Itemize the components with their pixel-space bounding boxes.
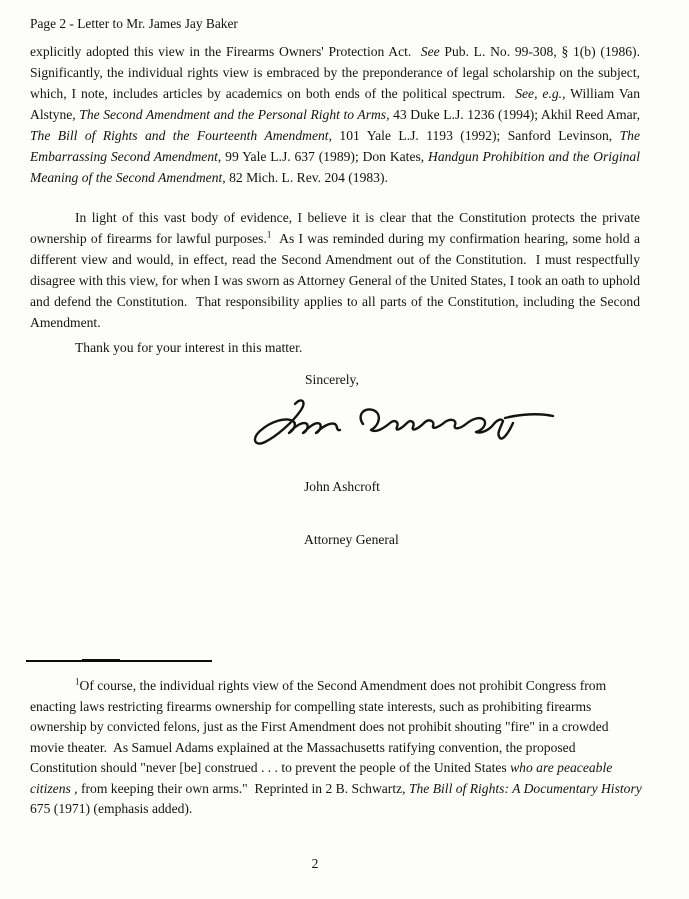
page-header: Page 2 - Letter to Mr. James Jay Baker (30, 16, 238, 31)
paragraph-thanks: Thank you for your interest in this matter. (75, 340, 303, 355)
text-run: The Bill of Rights: A Documentary History (408, 780, 642, 796)
signer-block (304, 443, 399, 583)
text-run: , 99 Yale L.J. 637 (1989); Don Kates, (217, 149, 429, 164)
text-run: The Embarrassing Second Amendment (30, 128, 644, 164)
text-run: 675 (1971) (emphasis added). (30, 780, 646, 816)
text-run: who are peaceable citizens (30, 760, 616, 796)
text-run: Of course, the individual rights view of the Second Amendment does not prohibit Congress from enacting laws restricting firearms ownership for compelling state interests, such as prohibiting firearms ownership by convicted felons, just as the First Amendment does not prohibit shouting "fire" in a crowded movie theater. As Samuel Adams explained at the Massachusetts ratifying convention, the proposed Constitution should "never [be] construed . . . to prevent the people of the United States (30, 678, 612, 775)
text-run: The Bill of Rights and the Fourteenth Amendment (30, 128, 329, 143)
text-run: See, e.g. (515, 86, 563, 101)
signature-stroke-ashcroft (361, 409, 513, 438)
signature-stroke-tcross (505, 414, 553, 418)
footnote-text (30, 676, 644, 820)
footnote-reference: 1 (75, 676, 80, 687)
text-run: , 101 Yale L.J. 1193 (1992); Sanford Levinson, (328, 128, 620, 143)
signature-block (243, 392, 558, 448)
page-number: 2 (311, 856, 319, 871)
text-run: As I was reminded during my confirmation hearing, some hold a different view and would, in effect, read the Second Amendment out of the Constitution. I must respectfully disagree with this view, for when I was sworn as Attorney General of the United States, I took an oath to uphold and defend the Constitution. That responsibility applies to all parts of the Constitution, including the Second Amendment. (30, 231, 644, 330)
text-run: See (420, 44, 440, 59)
text-run: , 82 Mich. L. Rev. 204 (1983). (222, 170, 388, 185)
text-run: In light of this vast body of evidence, I believe it is clear that the Constitution protects the private ownership of firearms for lawful purposes. (30, 210, 644, 246)
text-run: , 43 Duke L.J. 1236 (1994); Akhil Reed Amar, (386, 107, 644, 122)
signature-stroke-john (255, 400, 340, 443)
paragraph-citations (30, 41, 647, 188)
paragraph-constitution (30, 207, 644, 333)
text-run: Handgun Prohibition and the Original Meaning of the Second Amendment (30, 149, 644, 185)
signer-title: Attorney General (304, 531, 399, 547)
signer-name: John Ashcroft (304, 479, 380, 494)
text-run: Pub. L. No. 99-308, § 1(b) (1986). Significantly, the individual rights view is embraced by the preponderance of legal scholarship on the subject, which, I note, includes articles by academics on both ends of the political spectrum. (30, 44, 647, 101)
text-run: The Second Amendment and the Personal Right to Arms (79, 107, 387, 122)
footnote-reference: 1 (266, 229, 272, 240)
footnote-separator (26, 660, 212, 662)
text-run: , from keeping their own arms." Reprinted in 2 B. Schwartz, (70, 780, 409, 796)
closing-salutation: Sincerely, (305, 372, 359, 387)
signature-image (243, 392, 558, 448)
text-run: , William Van Alstyne, (30, 86, 643, 122)
text-run: explicitly adopted this view in the Firearms Owners' Protection Act. (30, 44, 421, 59)
